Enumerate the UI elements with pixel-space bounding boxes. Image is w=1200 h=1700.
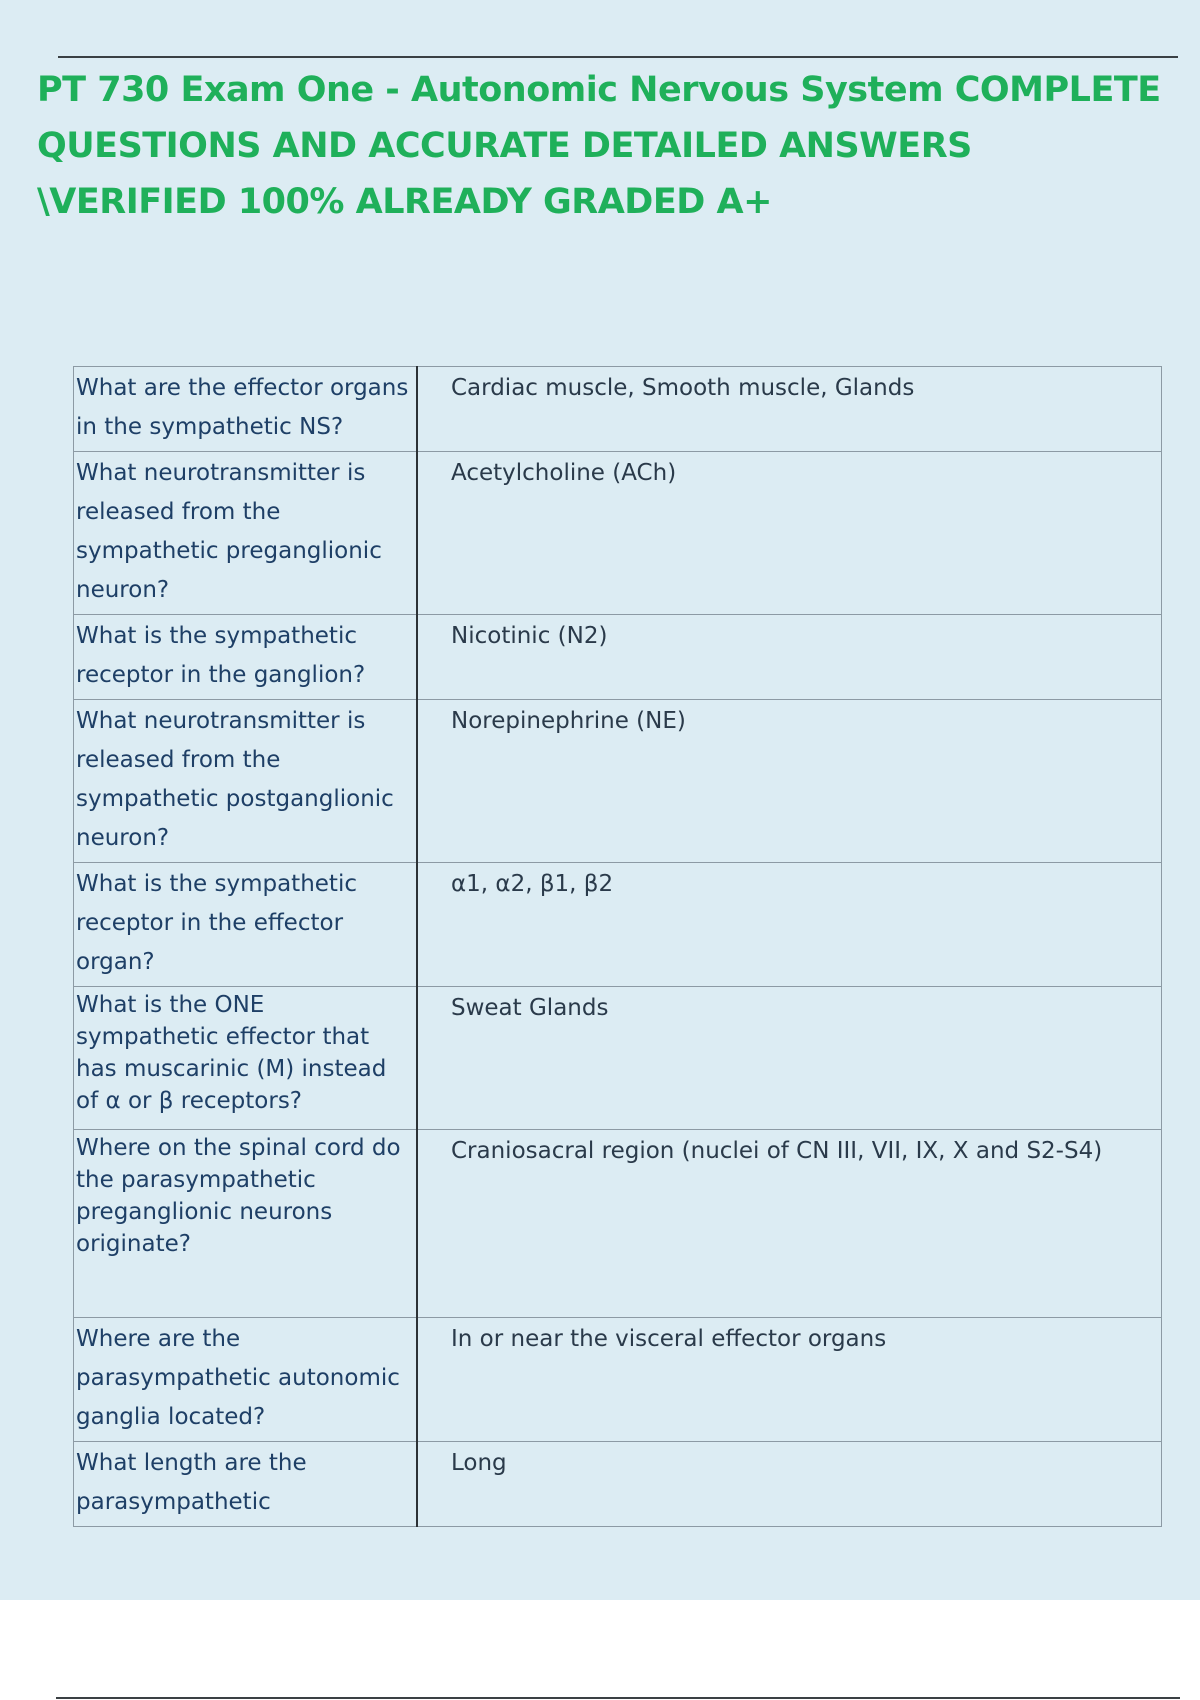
table-row [74, 1130, 1162, 1318]
top-rule [58, 56, 1178, 58]
answer-cell: Cardiac muscle, Smooth muscle, Glands [417, 367, 1162, 452]
question-cell: Where are the parasympathetic autonomic ganglia located? [74, 1318, 418, 1442]
answer-cell: Acetylcholine (ACh) [417, 452, 1162, 615]
question-cell: What neurotransmitter is released from the sympathetic postganglionic neuron? [74, 700, 418, 863]
answer-cell: Long [417, 1442, 1162, 1527]
question-cell: What is the sympathetic receptor in the ganglion? [74, 615, 418, 700]
answer-cell: α1, α2, β1, β2 [417, 863, 1162, 987]
answer-cell: In or near the visceral effector organs [417, 1318, 1162, 1442]
question-cell: What are the effector organs in the sympathetic NS? [74, 367, 418, 452]
answer-cell: Norepinephrine (NE) [417, 700, 1162, 863]
answer-cell: Sweat Glands [417, 987, 1162, 1130]
table-row [74, 452, 1162, 615]
table-row [74, 615, 1162, 700]
qa-table [73, 366, 1162, 1527]
answer-cell: Nicotinic (N2) [417, 615, 1162, 700]
question-cell: What is the sympathetic receptor in the effector organ? [74, 863, 418, 987]
table-row [74, 700, 1162, 863]
table-row [74, 987, 1162, 1130]
question-cell: What length are the parasympathetic [74, 1442, 418, 1527]
table-row [74, 367, 1162, 452]
question-cell: Where on the spinal cord do the parasympathetic preganglionic neurons originate? [74, 1130, 418, 1318]
table-row [74, 1442, 1162, 1527]
table-row [74, 1318, 1162, 1442]
question-cell: What neurotransmitter is released from the sympathetic preganglionic neuron? [74, 452, 418, 615]
document-title: PT 730 Exam One - Autonomic Nervous System COMPLETE QUESTIONS AND ACCURATE DETAILED ANSWERS \VERIFIED 100% ALREADY GRADED A+ [37, 70, 1161, 222]
table-row [74, 863, 1162, 987]
question-cell: What is the ONE sympathetic effector that has muscarinic (M) instead of α or β receptors? [74, 987, 418, 1130]
bottom-rule [56, 1697, 1180, 1699]
answer-cell: Craniosacral region (nuclei of CN III, VII, IX, X and S2-S4) [417, 1130, 1162, 1318]
